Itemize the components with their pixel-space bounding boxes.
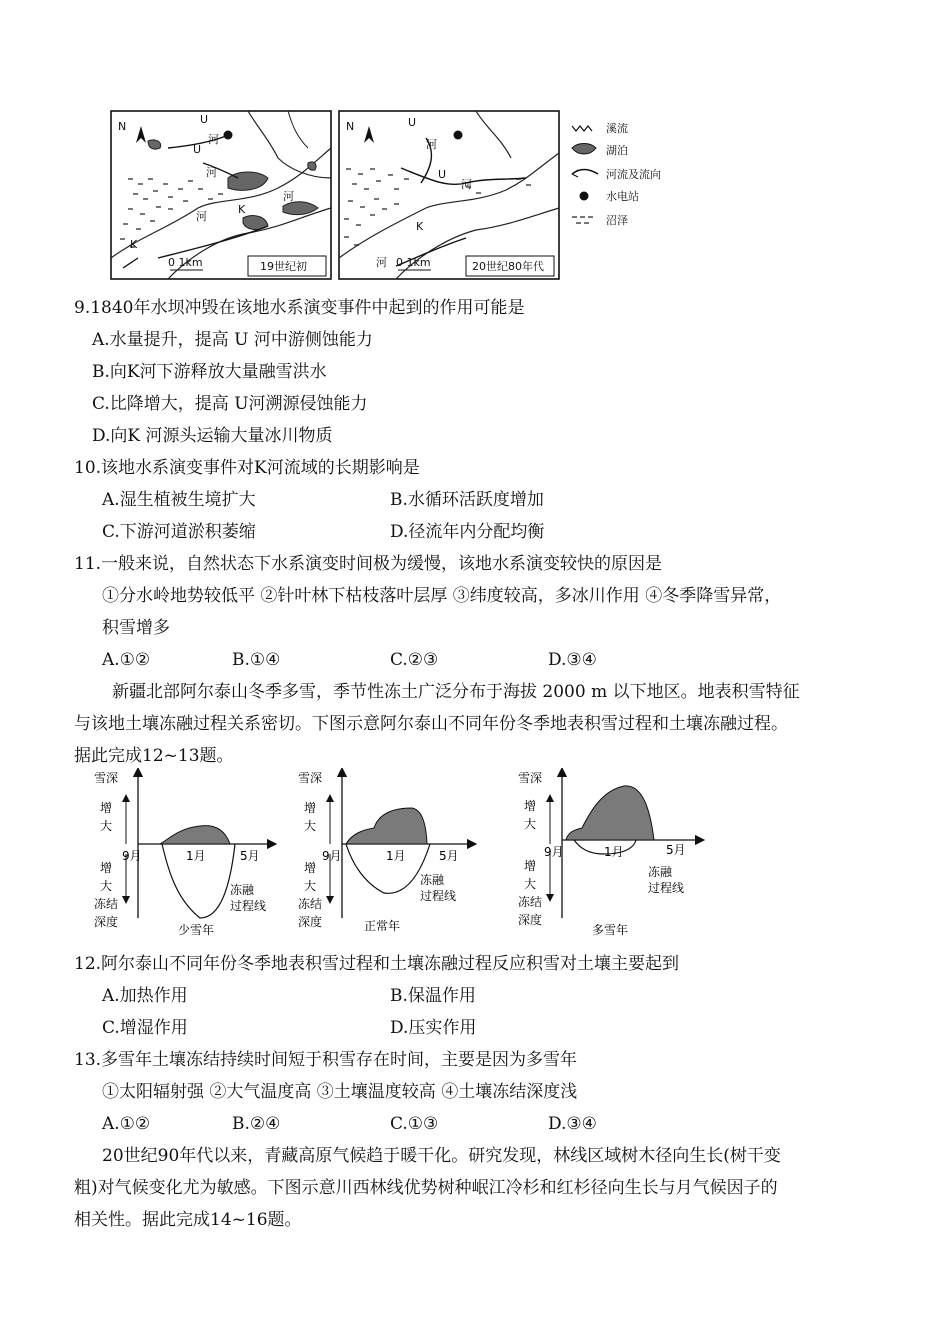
y-label-depth-1d: 深度 [94, 915, 119, 929]
y-label-depth-1b: 大 [100, 879, 113, 893]
q11-option-c: C.②③ [390, 650, 439, 670]
panel-heavy-snow [518, 771, 700, 937]
u-label-right-1: U [408, 116, 417, 129]
y-label-depth-2c: 冻结 [298, 897, 323, 911]
caption-19th-century: 19世纪初 [260, 260, 307, 273]
q11-stem: 11.一般来说，自然状态下水系演变时间极为缓慢，该地水系演变较快的原因是 [74, 554, 663, 574]
intro-14-16-line3: 相关性。据此完成14~16题。 [74, 1210, 302, 1230]
q11-option-b: B.①④ [232, 650, 281, 670]
curve-label-1b: 过程线 [230, 899, 267, 913]
stream-icon [572, 126, 592, 131]
map-19th-century [111, 111, 331, 279]
y-label-depth-3a: 增 [524, 859, 537, 873]
intro-12-13-line3: 据此完成12~13题。 [74, 746, 234, 766]
panel-normal [298, 771, 472, 933]
curve-label-3a: 冻融 [648, 865, 673, 879]
legend-hydropower: 水电站 [606, 190, 639, 203]
river-label-right-1: 河 [426, 138, 437, 151]
intro-12-13-line2: 与该地土壤冻融过程关系密切。下图示意阿尔泰山不同年份冬季地表积雪过程和土壤冻融过程。 [74, 714, 788, 734]
q9-stem: 9.1840年水坝冲毁在该地水系演变事件中起到的作用可能是 [74, 298, 525, 318]
q12-option-a: A.加热作用 [102, 986, 188, 1006]
month-label-2c: 5月 [439, 849, 459, 863]
river-label-left-4: 河 [196, 210, 207, 223]
q9-option-a: A.水量提升，提高 U 河中游侧蚀能力 [92, 330, 373, 350]
q13-stem: 13.多雪年土壤冻结持续时间短于积雪存在时间，主要是因为多雪年 [74, 1050, 578, 1070]
map-20th-century-80s [339, 111, 559, 279]
y-label-snow-depth-2: 雪深 [298, 771, 323, 785]
intro-14-16-line1: 20世纪90年代以来，青藏高原气候趋于暖干化。研究发现，林线区域树木径向生长(树干变 [102, 1146, 781, 1166]
q11-option-a: A.①② [102, 650, 151, 670]
q10-stem: 10.该地水系演变事件对K河流域的长期影响是 [74, 458, 420, 478]
q13-items: ①太阳辐射强 ②大气温度高 ③土壤温度较高 ④土壤冻结深度浅 [102, 1082, 578, 1102]
curve-label-2b: 过程线 [420, 889, 457, 903]
u-label-left-2: U [193, 143, 202, 156]
lake-icon [572, 144, 596, 155]
y-label-depth-3c: 冻结 [518, 895, 543, 909]
map-legend [572, 121, 661, 227]
river-label-right-3: 河 [376, 256, 387, 269]
month-label-3c: 5月 [666, 843, 686, 857]
y-label-depth-2d: 深度 [298, 915, 323, 929]
intro-14-16-line2: 粗)对气候变化尤为敏感。下图示意川西林线优势树种岷江冷杉和红杉径向生长与月气候因子的 [74, 1178, 778, 1198]
month-label-2a: 9月 [322, 849, 342, 863]
y-label-depth-1a: 增 [100, 861, 113, 875]
q10-option-d: D.径流年内分配均衡 [390, 522, 545, 542]
u-label-left-1: U [200, 113, 209, 126]
hydropower-station-icon [580, 192, 589, 201]
curve-label-2a: 冻融 [420, 873, 445, 887]
q13-option-d: D.③④ [548, 1114, 597, 1134]
snow-freeze-figure [90, 768, 710, 940]
map-figure [108, 108, 688, 283]
y-label-increase-2a: 增 [304, 801, 317, 815]
month-label-3b: 1月 [604, 845, 624, 859]
q13-option-c: C.①③ [390, 1114, 439, 1134]
y-label-increase-1a: 增 [100, 801, 113, 815]
y-label-depth-3d: 深度 [518, 913, 543, 927]
y-label-snow-depth-1: 雪深 [94, 771, 119, 785]
y-label-depth-2b: 大 [304, 879, 317, 893]
q11-items-line2: 积雪增多 [102, 618, 170, 638]
q9-option-d: D.向K 河源头运输大量冰川物质 [92, 426, 333, 446]
q12-option-b: B.保温作用 [390, 986, 476, 1006]
intro-12-13-line1: 新疆北部阿尔泰山冬季多雪，季节性冻土广泛分布于海拔 2000 m 以下地区。地表积雪特征 [112, 682, 800, 702]
y-label-increase-2b: 大 [304, 819, 317, 833]
panel-title-few-snow: 少雪年 [178, 923, 215, 937]
swamp-icon [572, 216, 593, 224]
k-label-left-1: K [238, 203, 246, 216]
q11-items-line1: ①分水岭地势较低平 ②针叶林下枯枝落叶层厚 ③纬度较高，多冰川作用 ④冬季降雪异常， [102, 586, 782, 606]
y-label-increase-3a: 增 [524, 799, 537, 813]
q9-option-b: B.向K河下游释放大量融雪洪水 [92, 362, 327, 382]
north-label-left: N [118, 120, 127, 133]
legend-stream: 溪流 [606, 122, 628, 135]
curve-label-3b: 过程线 [648, 881, 685, 895]
y-label-snow-depth-3: 雪深 [518, 771, 543, 785]
panel-title-normal: 正常年 [364, 919, 401, 933]
month-label-3a: 9月 [544, 845, 564, 859]
q13-option-a: A.①② [102, 1114, 151, 1134]
q9-option-c: C.比降增大，提高 U河溯源侵蚀能力 [92, 394, 368, 414]
scale-label-right: 0 1km [396, 256, 431, 269]
q10-option-c: C.下游河道淤积萎缩 [102, 522, 256, 542]
river-label-left-3: 河 [283, 190, 294, 203]
u-label-right-2: U [438, 168, 447, 181]
caption-20th-century-80s: 20世纪80年代 [472, 260, 544, 273]
panel-few-snow [94, 771, 272, 937]
q13-option-b: B.②④ [232, 1114, 281, 1134]
river-label-left-1: 河 [208, 133, 219, 146]
q10-option-a: A.湿生植被生境扩大 [102, 490, 256, 510]
river-label-right-2: 河 [461, 178, 472, 191]
legend-river-flow: 河流及流向 [606, 168, 661, 181]
panel-title-heavy-snow: 多雪年 [592, 923, 629, 937]
q10-option-b: B.水循环活跃度增加 [390, 490, 544, 510]
y-label-depth-2a: 增 [304, 861, 317, 875]
legend-swamp: 沼泽 [606, 214, 628, 227]
q12-stem: 12.阿尔泰山不同年份冬季地表积雪过程和土壤冻融过程反应积雪对土壤主要起到 [74, 954, 680, 974]
y-label-depth-3b: 大 [524, 877, 537, 891]
curve-label-1a: 冻融 [230, 883, 255, 897]
legend-lake: 湖泊 [606, 144, 628, 157]
river-label-left-2: 河 [206, 166, 217, 179]
month-label-1b: 1月 [186, 849, 206, 863]
k-label-right: K [416, 220, 424, 233]
y-label-increase-3b: 大 [524, 817, 537, 831]
y-label-increase-1b: 大 [100, 819, 113, 833]
q12-option-c: C.增湿作用 [102, 1018, 188, 1038]
y-label-depth-1c: 冻结 [94, 897, 119, 911]
month-label-1a: 9月 [122, 849, 142, 863]
scale-label-left: 0 1km [168, 256, 203, 269]
k-label-left-2: K [130, 238, 138, 251]
q11-option-d: D.③④ [548, 650, 597, 670]
month-label-1c: 5月 [240, 849, 260, 863]
north-label-right: N [346, 120, 355, 133]
q12-option-d: D.压实作用 [390, 1018, 477, 1038]
month-label-2b: 1月 [386, 849, 406, 863]
